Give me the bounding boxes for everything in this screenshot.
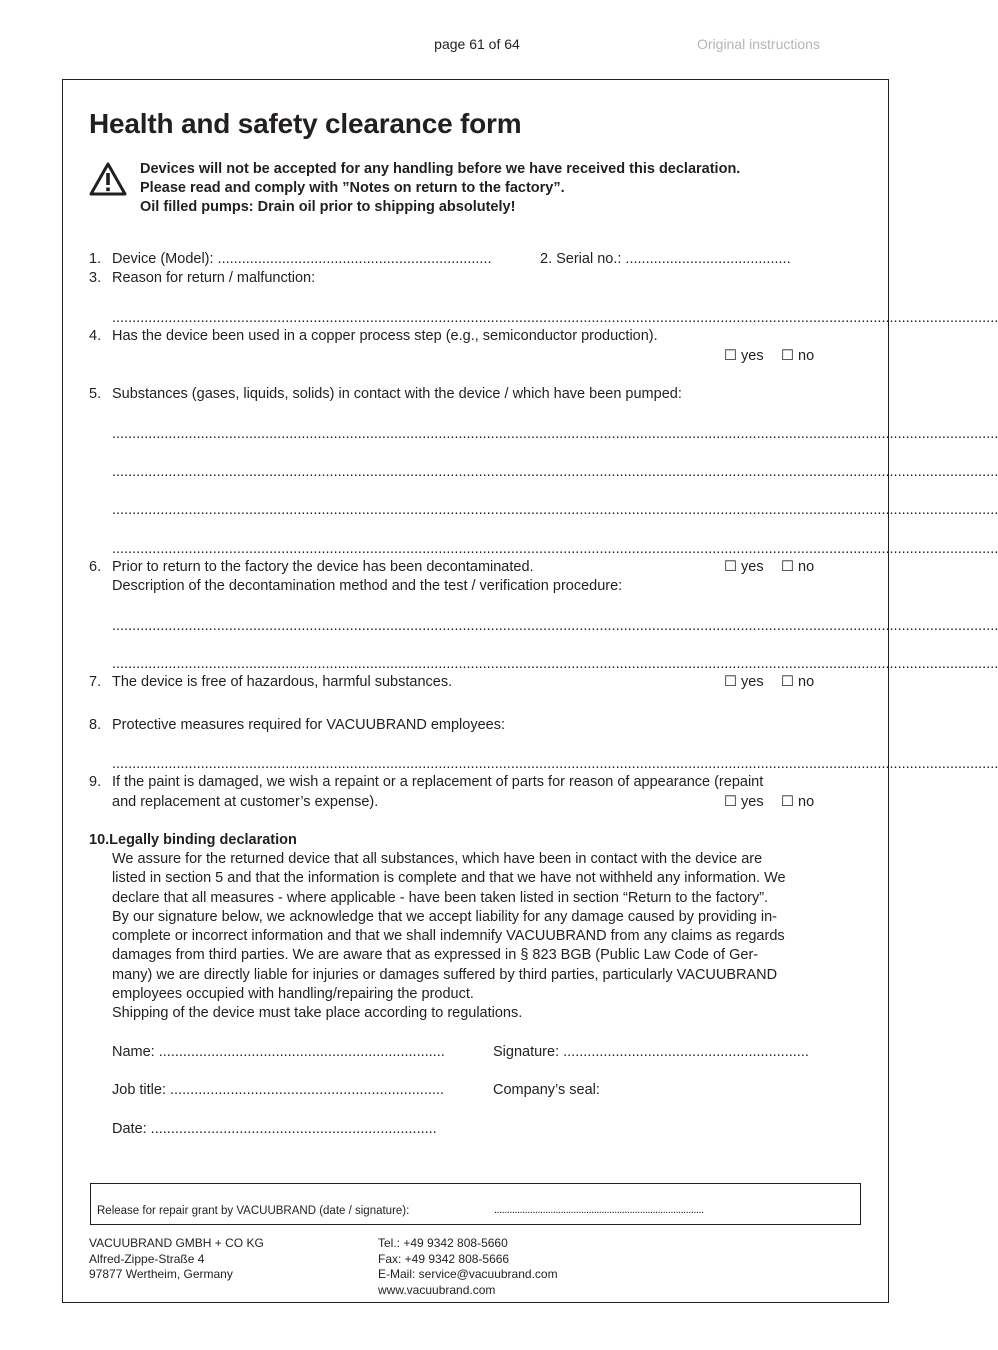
declaration-text xyxy=(112,850,864,1024)
device-model-field[interactable]: Device (Model): .................................................................... xyxy=(112,251,492,267)
declaration-line: complete or incorrect information and that we shall indemnify VACUUBRAND from any claims as regards xyxy=(112,928,785,945)
item-4-yes-checkbox[interactable]: ☐ yes xyxy=(724,348,764,364)
declaration-line: Shipping of the device must take place according to regulations. xyxy=(112,1005,523,1022)
decontamination-dotted-line[interactable]: ............................................................................................................................................................................................................................ xyxy=(112,618,998,634)
item-4-label: Has the device been used in a copper process step (e.g., semiconductor production). xyxy=(112,328,658,344)
substances-dotted-line[interactable]: ............................................................................................................................................................................................................................ xyxy=(112,426,998,442)
substances-dotted-line[interactable]: ............................................................................................................................................................................................................................ xyxy=(112,464,998,480)
footer-company: VACUUBRAND GMBH + CO KG xyxy=(89,1236,264,1250)
serial-number-field[interactable]: 2. Serial no.: ......................................... xyxy=(540,251,791,267)
item-8-label: Protective measures required for VACUUBRAND employees: xyxy=(112,717,505,733)
item-7-label: The device is free of hazardous, harmful substances. xyxy=(112,674,453,690)
date-field[interactable]: Date: ....................................................................... xyxy=(112,1121,437,1137)
declaration-heading: 10.Legally binding declaration xyxy=(89,832,297,848)
declaration-line: employees occupied with handling/repairing the product. xyxy=(112,986,474,1003)
item-3-label: Reason for return / malfunction: xyxy=(112,270,316,286)
item-6-label: Prior to return to the factory the device has been decontaminated. xyxy=(112,559,534,575)
decontamination-dotted-line[interactable]: ............................................................................................................................................................................................................................ xyxy=(112,656,998,672)
item-9-number: 9. xyxy=(89,774,102,790)
declaration-line: many) we are directly liable for injuries or damages suffered by third parties, particularly VACUUBRAND xyxy=(112,966,778,983)
reason-dotted-line[interactable]: ............................................................................................................................................................................................................................ xyxy=(112,310,998,326)
declaration-line: listed in section 5 and that the information is complete and that we have not withheld any information. We xyxy=(112,870,786,887)
warning-line-1: Devices will not be accepted for any handling before we have received this declaration. xyxy=(140,161,741,177)
footer-city: 97877 Wertheim, Germany xyxy=(89,1267,233,1281)
item-7-yes-checkbox[interactable]: ☐ yes xyxy=(724,674,764,690)
substances-dotted-line[interactable]: ............................................................................................................................................................................................................................ xyxy=(112,502,998,518)
footer-website[interactable]: www.vacuubrand.com xyxy=(378,1282,496,1297)
item-4-no-checkbox[interactable]: ☐ no xyxy=(781,348,815,364)
company-seal-label: Company’s seal: xyxy=(493,1082,600,1098)
signature-field[interactable]: Signature: ............................................................. xyxy=(493,1044,809,1060)
release-signature-field[interactable]: .................................................................................. xyxy=(494,1204,704,1216)
item-3-number: 3. xyxy=(89,270,102,286)
item-7-number: 7. xyxy=(89,674,102,690)
name-field[interactable]: Name: ....................................................................... xyxy=(112,1044,445,1060)
footer-email[interactable]: E-Mail: service@vacuubrand.com xyxy=(378,1267,558,1281)
release-label: Release for repair grant by VACUUBRAND (date / signature): xyxy=(97,1205,410,1217)
footer-street: Alfred-Zippe-Straße 4 xyxy=(89,1251,205,1266)
release-box xyxy=(90,1183,861,1225)
item-5-label: Substances (gases, liquids, solids) in contact with the device / which have been pumped: xyxy=(112,386,682,402)
item-6-number: 6. xyxy=(89,559,102,575)
declaration-line: We assure for the returned device that all substances, which have been in contact with the device are xyxy=(112,851,763,867)
item-1-number: 1. xyxy=(89,251,102,267)
original-instructions-label: Original instructions xyxy=(697,36,820,52)
item-6-yes-checkbox[interactable]: ☐ yes xyxy=(724,559,764,575)
warning-line-2: Please read and comply with ”Notes on return to the factory”. xyxy=(140,180,565,196)
item-8-number: 8. xyxy=(89,717,102,733)
job-title-field[interactable]: Job title: .................................................................... xyxy=(112,1082,444,1098)
item-5-number: 5. xyxy=(89,386,102,402)
item-9-yes-checkbox[interactable]: ☐ yes xyxy=(724,794,764,810)
item-9-label-cont: and replacement at customer’s expense). xyxy=(112,794,379,810)
warning-triangle-icon xyxy=(89,162,127,196)
item-9-no-checkbox[interactable]: ☐ no xyxy=(781,794,815,810)
footer-address xyxy=(89,1236,264,1283)
protective-measures-dotted-line[interactable]: ............................................................................................................................................................................................................................ xyxy=(112,756,998,772)
declaration-line: damages from third parties. We are aware that as expressed in § 823 BGB (Public Law Code of Ger- xyxy=(112,947,759,964)
form-title: Health and safety clearance form xyxy=(89,108,522,139)
declaration-line: declare that all measures - where applicable - have been taken listed in section “Return to the factory”. xyxy=(112,889,769,906)
warning-line-3: Oil filled pumps: Drain oil prior to shipping absolutely! xyxy=(140,199,516,215)
declaration-line: By our signature below, we acknowledge that we accept liability for any damage caused by providing in- xyxy=(112,908,777,925)
warning-text xyxy=(140,160,740,217)
page-number: page 61 of 64 xyxy=(434,36,520,52)
item-9-label: If the paint is damaged, we wish a repaint or a replacement of parts for reason of appearance (repaint xyxy=(112,774,764,790)
footer-fax: Fax: +49 9342 808-5666 xyxy=(378,1251,510,1266)
item-7-no-checkbox[interactable]: ☐ no xyxy=(781,674,815,690)
item-4-number: 4. xyxy=(89,328,102,344)
footer-contact xyxy=(378,1236,558,1298)
item-6-description-label: Description of the decontamination method and the test / verification procedure: xyxy=(112,578,623,594)
footer-tel: Tel.: +49 9342 808-5660 xyxy=(378,1236,508,1250)
substances-dotted-line[interactable]: ............................................................................................................................................................................................................................ xyxy=(112,541,998,557)
item-6-no-checkbox[interactable]: ☐ no xyxy=(781,559,815,575)
